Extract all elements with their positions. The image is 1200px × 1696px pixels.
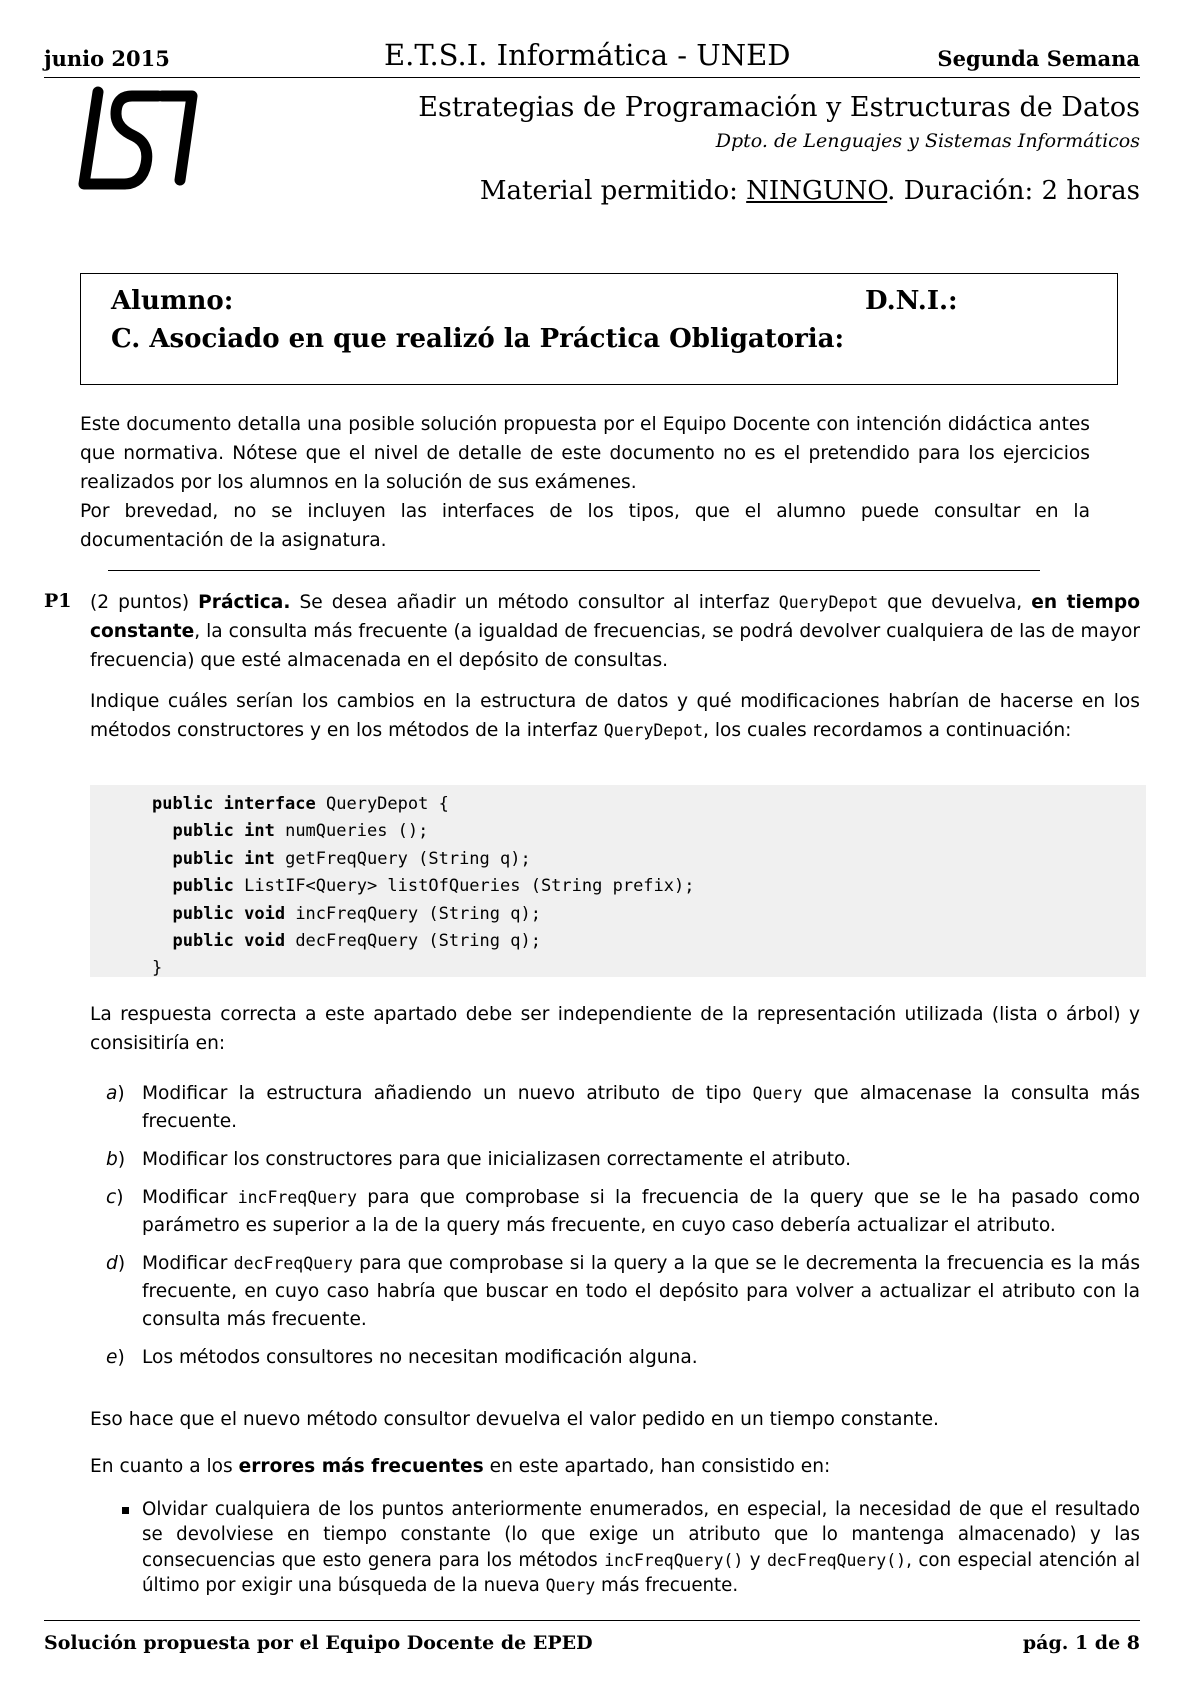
code-listing: public interface QueryDepot { public int numQueries (); public int getFreqQuery (String q); public ListIF<Query> listOfQueries (String prefix); public void incFreqQuery (String q); public void decFreqQuery (String q); }	[152, 794, 695, 979]
material-line: Material permitido: NINGUNO. Duración: 2 horas	[479, 176, 1140, 206]
footer-rule	[44, 1620, 1140, 1621]
problem-statement	[90, 588, 1140, 757]
answer-intro-text: La respuesta correcta a este apartado debe ser independiente de la representación utilizada (lista o árbol) y consisitiría en:	[90, 1004, 1140, 1054]
list-item: a) Modificar la estructura añadiendo un nuevo atributo de tipo Query que almacenase la consulta más frecuente.	[106, 1083, 1140, 1132]
errors-intro: En cuanto a los errores más frecuentes en este apartado, han consistido en:	[90, 1456, 831, 1477]
error-bullet	[90, 1497, 1140, 1599]
student-info-box	[80, 273, 1118, 385]
list-item: b) Modificar los constructores para que inicializasen correctamente el atributo.	[106, 1149, 851, 1170]
student-name-label: Alumno:	[111, 286, 234, 316]
list-item: c) Modificar incFreqQuery para que comprobase si la frecuencia de la query que se le ha pasado como parámetro es superior a la de la query más frecuente, en cuyo caso debería actualizar el atributo.	[106, 1187, 1140, 1236]
material-value: NINGUNO	[746, 176, 888, 206]
problem-label: P1	[44, 590, 72, 612]
list-item: d) Modificar decFreqQuery para que comprobase si la query a la que se le decrementa la frecuencia es la más frecuente, en cuyo caso habría que buscar en todo el depósito para volver a actualizar el atributo con la consulta más frecuente.	[106, 1253, 1141, 1330]
page-number: pág. 1 de 8	[1022, 1632, 1140, 1654]
intro-paragraph: Este documento detalla una posible solución propuesta por el Equipo Docente con intención didáctica antes que normativa. Nótese que el nivel de detalle de este documento no es el pretendido para los ejercicios realizados por los alumnos en la solución de sus exámenes.	[80, 414, 1090, 493]
code-block	[90, 785, 1146, 977]
section-separator	[108, 570, 1040, 571]
header-school: E.T.S.I. Informática - UNED	[384, 38, 791, 72]
header-rule	[44, 77, 1140, 78]
student-dni-label: D.N.I.:	[865, 286, 958, 316]
header-week: Segunda Semana	[937, 46, 1140, 71]
department: Dpto. de Lenguajes y Sistemas Informáticos	[715, 130, 1140, 152]
problem-kind: Práctica.	[198, 592, 291, 613]
lsi-logo	[76, 84, 200, 208]
header-date: junio 2015	[44, 46, 170, 71]
intro-paragraph: Por brevedad, no se incluyen las interfaces de los tipos, que el alumno puede consultar en la documentación de la asignatura.	[80, 501, 1090, 551]
bullet-square-icon	[122, 1507, 129, 1514]
course-title: Estrategias de Programación y Estructuras de Datos	[418, 92, 1140, 123]
intro-text	[80, 410, 1090, 555]
answer-list	[90, 1080, 1140, 1382]
conclusion-text: Eso hace que el nuevo método consultor devuelva el valor pedido en un tiempo constante.	[90, 1409, 939, 1430]
bullet-text: Olvidar cualquiera de los puntos anteriormente enumerados, en especial, la necesidad de que el resultado se devolviese en tiempo constante (lo que exige un atributo que lo mantenga almacenado) y las consecuencias que esto genera para los métodos incFreqQuery() y decFreqQuery(), con especial atención al último por exigir una búsqueda de la nueva Query más frecuente.	[142, 1499, 1141, 1597]
list-item: e) Los métodos consultores no necesitan modificación alguna.	[106, 1347, 698, 1368]
problem-question: Indique cuáles serían los cambios en la estructura de datos y qué modificaciones habrían de hacerse en los métodos constructores y en los métodos de la interfaz QueryDepot, los cuales recordamos a continuación:	[90, 691, 1140, 741]
answer-intro	[90, 1000, 1140, 1058]
footer-left: Solución propuesta por el Equipo Docente de EPED	[44, 1632, 593, 1654]
problem-paragraph: (2 puntos) Práctica. Se desea añadir un método consultor al interfaz QueryDepot que devuelva, en tiempo constante, la consulta más frecuente (a igualdad de frecuencias, se podrá devolver cualquiera de las de mayor frecuencia) que esté almacenada en el depósito de consultas.	[90, 592, 1140, 671]
student-center-label: C. Asociado en que realizó la Práctica Obligatoria:	[111, 324, 845, 354]
